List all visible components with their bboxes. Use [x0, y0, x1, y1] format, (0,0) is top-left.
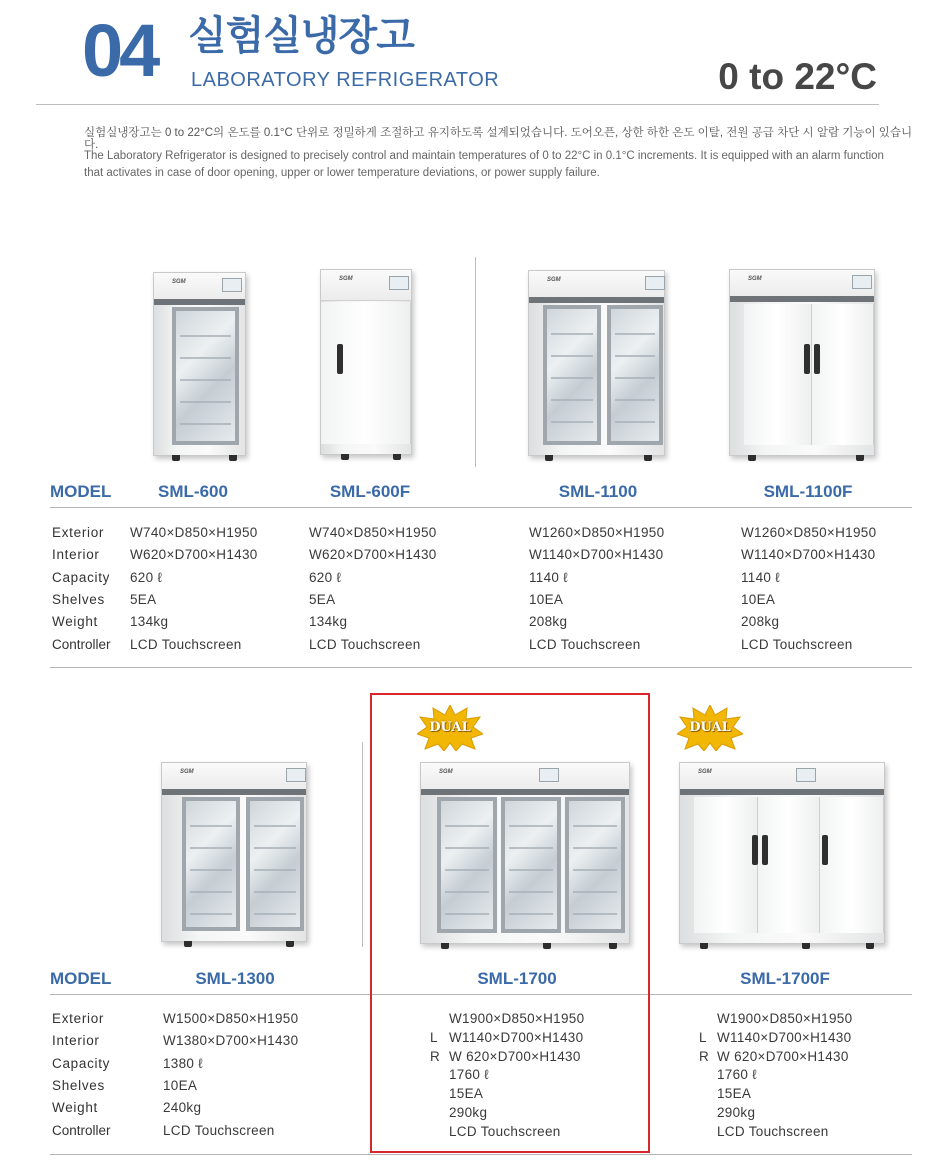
spec-shelves: 10EA	[741, 592, 776, 607]
column-divider	[475, 257, 476, 467]
product-image-sml-1700f	[679, 762, 885, 944]
spec-capacity: 1140 ℓ	[741, 570, 780, 585]
description-english: The Laboratory Refrigerator is designed to precisely control and maintain temperatures of 0 to 22°C in 0.1°C increments. It is equipped with an alarm function that activates in case of door opening, upper or lower temperature deviations, or power supply failure.	[84, 150, 884, 179]
column-divider	[362, 742, 363, 947]
spec-controller: LCD Touchscreen	[741, 637, 853, 652]
spec-weight: 208kg	[529, 614, 568, 629]
label-controller: Controller	[52, 637, 111, 652]
selected-product-highlight	[370, 693, 650, 1153]
brand-logo: SGM	[748, 276, 762, 282]
spec-controller: LCD Touchscreen	[529, 637, 641, 652]
interior-left-marker: L	[699, 1030, 707, 1045]
spec-shelves: 15EA	[717, 1086, 752, 1101]
spec-weight: 290kg	[449, 1105, 488, 1120]
spec-capacity: 1760 ℓ	[449, 1067, 489, 1082]
spec-capacity: 1760 ℓ	[717, 1067, 757, 1082]
page-title-english: LABORATORY REFRIGERATOR	[191, 69, 500, 91]
model-name-sml-1300: SML-1300	[195, 969, 275, 988]
spec-interior: W1140×D700×H1430	[741, 547, 876, 562]
spec-shelves: 10EA	[529, 592, 564, 607]
spec-weight: 290kg	[717, 1105, 756, 1120]
model-name-sml-1100f: SML-1100F	[763, 482, 853, 501]
brand-logo: SGM	[547, 277, 561, 283]
table-bottom-rule	[50, 667, 912, 668]
product-image-sml-1100	[528, 270, 665, 456]
spec-capacity: 620 ℓ	[130, 570, 163, 585]
brand-logo: SGM	[698, 769, 712, 775]
interior-left-marker: L	[430, 1030, 438, 1045]
interior-right-marker: R	[430, 1049, 440, 1064]
label-shelves: Shelves	[52, 592, 105, 607]
spec-shelves: 5EA	[309, 592, 336, 607]
spec-controller: LCD Touchscreen	[309, 637, 421, 652]
spec-controller: LCD Touchscreen	[163, 1123, 275, 1138]
model-name-sml-600f: SML-600F	[329, 482, 411, 501]
spec-shelves: 15EA	[449, 1086, 484, 1101]
spec-capacity: 1380 ℓ	[163, 1056, 203, 1071]
label-weight: Weight	[52, 614, 98, 629]
description-korean: 실험실냉장고는 0 to 22°C의 온도를 0.1°C 단위로 정밀하게 조절하고 유지하도록 설계되었습니다. 도어오픈, 상한 하한 온도 이탈, 전원 공급 차단 시 알람 기능이 있습니다.	[84, 127, 913, 151]
spec-shelves: 5EA	[130, 592, 157, 607]
label-capacity: Capacity	[52, 1056, 111, 1071]
dual-badge-label: DUAL	[429, 720, 471, 735]
spec-interior-left: W1140×D700×H1430	[449, 1030, 584, 1045]
spec-controller: LCD Touchscreen	[130, 637, 242, 652]
label-capacity: Capacity	[52, 570, 111, 585]
label-interior: Interior	[52, 547, 100, 562]
model-name-sml-1100: SML-1100	[558, 482, 638, 501]
label-interior: Interior	[52, 1033, 100, 1048]
spec-interior: W1380×D700×H1430	[163, 1033, 299, 1048]
spec-weight: 208kg	[741, 614, 780, 629]
table-header-rule	[50, 507, 912, 508]
spec-interior-left: W1140×D700×H1430	[717, 1030, 852, 1045]
label-controller: Controller	[52, 1123, 111, 1138]
product-image-sml-1100f	[729, 269, 875, 456]
label-exterior: Exterior	[52, 525, 105, 540]
table-bottom-rule	[50, 1154, 912, 1155]
spec-weight: 134kg	[130, 614, 169, 629]
page-title-korean: 실험실냉장고	[188, 14, 414, 58]
brand-logo: SGM	[439, 769, 453, 775]
label-exterior: Exterior	[52, 1011, 105, 1026]
spec-interior: W620×D700×H1430	[309, 547, 437, 562]
spec-interior-right: W 620×D700×H1430	[449, 1049, 581, 1064]
model-header: MODEL	[50, 969, 112, 988]
model-header: MODEL	[50, 482, 112, 501]
brand-logo: SGM	[339, 276, 353, 282]
spec-exterior: W1260×D850×H1950	[741, 525, 877, 540]
spec-weight: 240kg	[163, 1100, 202, 1115]
temperature-range: 0 to 22°C	[718, 56, 877, 97]
spec-interior: W1140×D700×H1430	[529, 547, 664, 562]
brand-logo: SGM	[172, 279, 186, 285]
spec-controller: LCD Touchscreen	[449, 1124, 561, 1139]
spec-shelves: 10EA	[163, 1078, 198, 1093]
dual-badge-label: DUAL	[689, 720, 731, 735]
dual-badge	[677, 705, 743, 751]
spec-exterior: W1260×D850×H1950	[529, 525, 665, 540]
spec-exterior: W1900×D850×H1950	[449, 1011, 585, 1026]
spec-capacity: 1140 ℓ	[529, 570, 568, 585]
spec-interior-right: W 620×D700×H1430	[717, 1049, 849, 1064]
spec-capacity: 620 ℓ	[309, 570, 342, 585]
spec-interior: W620×D700×H1430	[130, 547, 258, 562]
header-divider	[36, 104, 879, 105]
model-name-sml-600: SML-600	[158, 482, 228, 501]
spec-exterior: W1500×D850×H1950	[163, 1011, 299, 1026]
interior-right-marker: R	[699, 1049, 709, 1064]
spec-weight: 134kg	[309, 614, 348, 629]
spec-exterior: W1900×D850×H1950	[717, 1011, 853, 1026]
label-weight: Weight	[52, 1100, 98, 1115]
brand-logo: SGM	[180, 769, 194, 775]
spec-controller: LCD Touchscreen	[717, 1124, 829, 1139]
product-image-sml-1300	[161, 762, 307, 942]
model-name-sml-1700: SML-1700	[477, 969, 557, 988]
spec-exterior: W740×D850×H1950	[309, 525, 437, 540]
spec-exterior: W740×D850×H1950	[130, 525, 258, 540]
product-image-sml-600	[153, 272, 246, 456]
model-name-sml-1700f: SML-1700F	[740, 969, 830, 988]
label-shelves: Shelves	[52, 1078, 105, 1093]
section-number: 04	[82, 9, 157, 92]
product-image-sml-600f	[320, 269, 412, 455]
